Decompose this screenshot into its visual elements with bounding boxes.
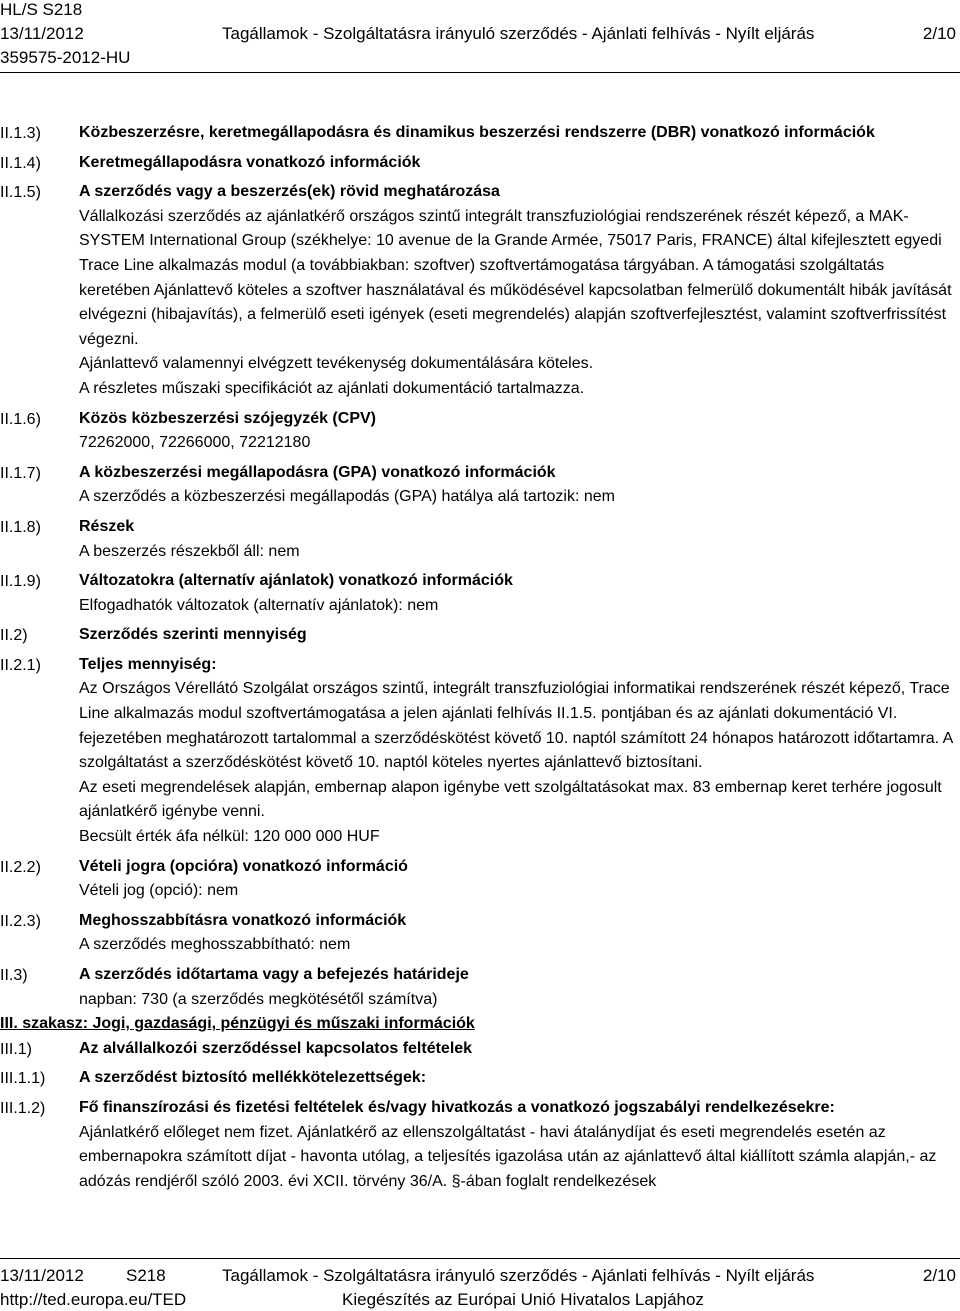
cpv-codes: 72262000, 72266000, 72212180: [79, 434, 311, 452]
section-number: II.2.1): [0, 656, 41, 674]
section-ii-2-2: [0, 855, 960, 904]
section-heading: Részek: [79, 517, 135, 535]
section-heading: Vételi jogra (opcióra) vonatkozó információ: [79, 857, 408, 875]
section-ii-1-6: [0, 407, 960, 456]
section-number: III.1.1): [0, 1070, 46, 1088]
section-heading: Teljes mennyiség:: [79, 655, 217, 673]
section-heading: Változatokra (alternatív ajánlatok) vonatkozó információk: [79, 572, 513, 590]
section-number: II.2): [0, 627, 28, 645]
section-heading: A közbeszerzési megállapodásra (GPA) vonatkozó információk: [79, 463, 556, 481]
section-heading: Szerződés szerinti mennyiség: [79, 626, 307, 644]
section-number: II.2.2): [0, 858, 41, 876]
section-heading: Közös közbeszerzési szójegyzék (CPV): [79, 409, 376, 427]
section-heading: Az alvállalkozói szerződéssel kapcsolatos feltételek: [79, 1039, 473, 1057]
section-text: Ajánlattevő valamennyi elvégzett tevékenység dokumentálására köteles.: [79, 355, 594, 373]
section-number: II.1.7): [0, 464, 41, 482]
footer-divider: [0, 1258, 960, 1259]
section-ii-2-3: [0, 909, 960, 958]
section-ii-2-1: [0, 653, 960, 850]
section-text: Az Országos Vérellátó Szolgálat országos szintű, integrált transzfuziológiai informatikai rendszerének részét képező, Trace Line alkalmazás modul szoftvertámogatása a jelen ajánlati felhívás II.1.5. pontjában és az ajánlati dokumentáció VI. fejezetében meghatározott tartalommal a szerződéskötést követő 10. naptól számított 24 hónapos határozott időtartamra. A szolgáltatást a szerződéskötést követő 10. naptól köteles nyertes ajánlattevő biztosítani.: [79, 680, 953, 772]
footer-title: Tagállamok - Szolgáltatásra irányuló szerződés - Ajánlati felhívás - Nyílt eljárás: [222, 1266, 815, 1285]
section-text: Vételi jog (opció): nem: [79, 882, 239, 900]
section-iii-1-2: [0, 1096, 960, 1194]
section-text: A részletes műszaki specifikációt az ajánlati dokumentáció tartalmazza.: [79, 379, 585, 397]
section-text: A szerződés a közbeszerzési megállapodás (GPA) hatálya alá tartozik: nem: [79, 488, 615, 506]
section-ii-1-9: [0, 569, 960, 618]
page-header: [0, 0, 960, 72]
header-title: Tagállamok - Szolgáltatásra irányuló szerződés - Ajánlati felhívás - Nyílt eljárás: [222, 24, 815, 43]
publication-name: Kiegészítés az Európai Unió Hivatalos Lapjához: [342, 1290, 704, 1309]
section-number: II.1.6): [0, 410, 41, 428]
section-number: II.1.8): [0, 518, 41, 536]
section-text: A beszerzés részekből áll: nem: [79, 542, 300, 560]
section-ii-1-8: [0, 515, 960, 564]
section-number: II.1.3): [0, 125, 41, 142]
notice-id: 359575-2012-HU: [0, 48, 131, 67]
section-text: Az eseti megrendelések alapján, embernap alapon igénybe vett szolgáltatásokat max. 83 embernap keret terhére jogosult ajánlatkérő igénybe venni.: [79, 778, 942, 821]
section-number: II.1.5): [0, 184, 41, 202]
header-divider: [0, 72, 960, 73]
section-ii-1-3: [0, 121, 960, 146]
part-iii: [0, 1012, 960, 1037]
section-number: III.1.2): [0, 1099, 46, 1117]
part-title: III. szakasz: Jogi, gazdasági, pénzügyi és műszaki információk: [0, 1015, 475, 1033]
section-text: Vállalkozási szerződés az ajánlatkérő országos szintű integrált transzfuziológiai rendszerének részét képező, a MAK-SYSTEM International Group (székhelye: 10 avenue de la Grande Armée, 75017 Paris, FRANCE) által kifejlesztett egyedi Trace Line alkalmazás modul (a továbbiakban: szoftver) szoftvertámogatása tárgyában. A támogatási szolgáltatás keretében Ajánlattevő köteles a szoftver használatával és működésével kapcsolatban felmerülő dokumentált hibák javítását elvégezni (hibajavítás), a felmerülő eseti igények (eseti megrendelés) alapján szoftverfejlesztést, valamint szoftverfrissítést végezni.: [79, 207, 952, 348]
footer-page-number: 2/10: [922, 1266, 956, 1285]
section-ii-3: [0, 963, 960, 1012]
section-heading: A szerződés vagy a beszerzés(ek) rövid meghatározása: [79, 183, 500, 201]
section-ii-1-7: [0, 461, 960, 510]
section-number: III.1): [0, 1040, 33, 1058]
section-heading: A szerződés időtartama vagy a befejezés határideje: [79, 966, 469, 983]
header-date: 13/11/2012: [0, 24, 84, 43]
section-heading: Fő finanszírozási és fizetési feltételek és/vagy hivatkozás a vonatkozó jogszabályi rendelkezésekre:: [79, 1098, 835, 1116]
footer-date: 13/11/2012: [0, 1266, 84, 1285]
section-number: II.1.4): [0, 154, 41, 172]
section-heading: Keretmegállapodásra vonatkozó információk: [79, 153, 421, 171]
section-ii-1-4: [0, 151, 960, 176]
section-heading: Közbeszerzésre, keretmegállapodásra és dinamikus beszerzési rendszerre (DBR) vonatkozó információk: [79, 124, 875, 141]
ted-link[interactable]: http://ted.europa.eu/TED: [0, 1290, 187, 1309]
page-footer: [0, 1262, 960, 1311]
section-number: II.2.3): [0, 912, 41, 930]
section-text: napban: 730 (a szerződés megkötésétől számítva): [79, 990, 438, 1008]
section-text: Elfogadhatók változatok (alternatív ajánlatok): nem: [79, 596, 439, 614]
section-number: II.3): [0, 967, 28, 984]
section-iii-1: [0, 1037, 960, 1062]
section-heading: A szerződést biztosító mellékkötelezettségek:: [79, 1069, 427, 1087]
header-page-number: 2/10: [922, 24, 956, 43]
section-number: II.1.9): [0, 573, 41, 591]
section-text: Ajánlatkérő előleget nem fizet. Ajánlatkérő az ellenszolgáltatást - havi átalánydíjat és eseti megrendelés esetén az embernapokra számított díjat - havonta utólag, a teljesítés igazolása után az ajánlattevő által kiállított számla alapján,- az adózás rendjéről szóló 2003. évi XCII. törvény 36/A. §-ában foglalt rendelkezések: [79, 1123, 937, 1190]
document-body: [0, 121, 960, 1194]
section-ii-1-5: [0, 180, 960, 401]
section-heading: Meghosszabbításra vonatkozó információk: [79, 911, 407, 929]
footer-series: S218: [126, 1266, 166, 1285]
section-iii-1-1: [0, 1066, 960, 1091]
section-text: A szerződés meghosszabbítható: nem: [79, 936, 351, 954]
section-ii-2: [0, 623, 960, 648]
doc-code: HL/S S218: [0, 0, 83, 19]
estimated-value: Becsült érték áfa nélkül: 120 000 000 HUF: [79, 828, 380, 846]
